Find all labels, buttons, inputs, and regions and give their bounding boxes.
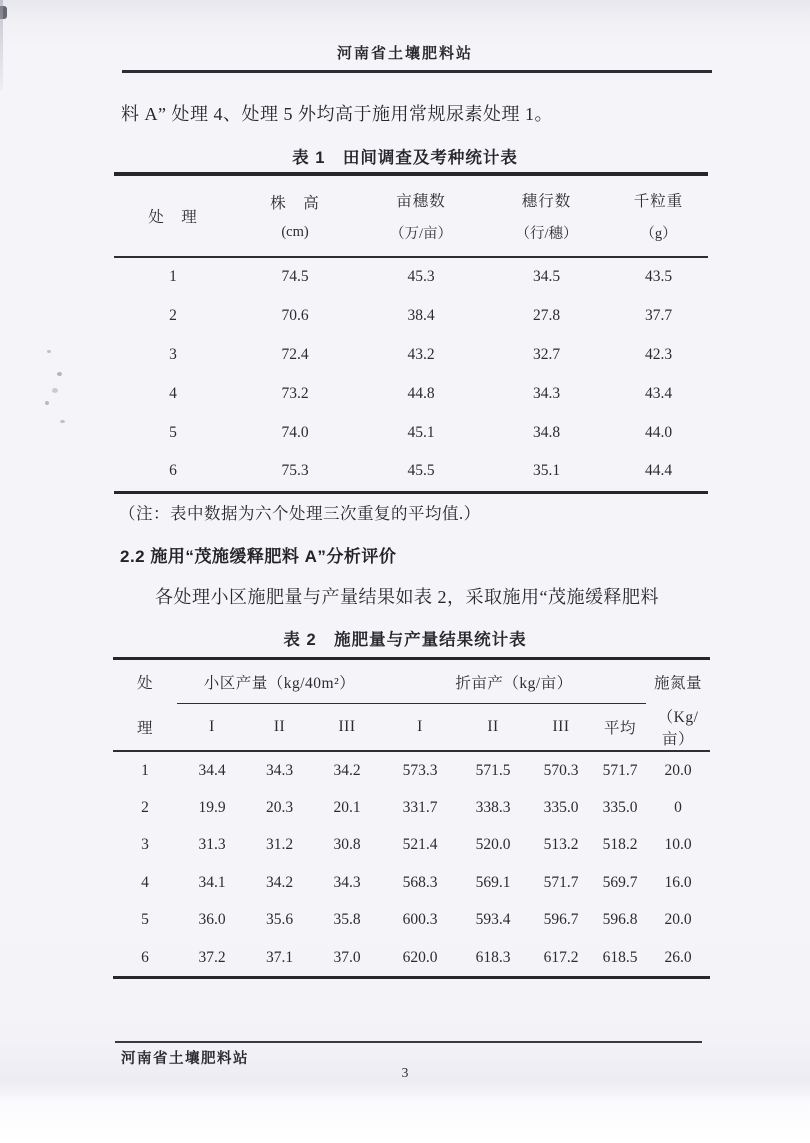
table-row (114, 452, 708, 492)
section-paragraph: 各处理小区施肥量与产量结果如表 2，采取施用“茂施缓释肥料 (155, 587, 659, 607)
running-header-title: 河南省土壤肥料站 (336, 46, 473, 62)
table-cell: 3 (169, 345, 177, 363)
table-cell: 4 (169, 384, 177, 402)
table-cell: 34.3 (265, 761, 294, 779)
table-cell: 2 (141, 799, 149, 817)
table-cell: 44.8 (407, 384, 435, 402)
scan-speck (52, 388, 58, 393)
table-row (114, 336, 708, 375)
table-row (113, 939, 710, 978)
table-cell: 38.4 (407, 307, 435, 325)
table2-body (113, 751, 710, 978)
table-cell: 34.2 (333, 761, 361, 779)
table-row (113, 827, 710, 864)
table-cell: 45.3 (407, 268, 435, 286)
table1-col-rows-per-spike (484, 174, 609, 257)
scan-speck (47, 350, 51, 353)
table-cell: 596.7 (543, 911, 579, 929)
table-cell: 4 (141, 873, 149, 891)
table-cell: 593.4 (475, 911, 511, 929)
table1-col-treatment (114, 174, 232, 257)
table-cell: 10.0 (664, 836, 692, 854)
table-cell: 618.5 (602, 948, 638, 966)
table-cell: 568.3 (402, 873, 438, 891)
table-cell: 521.4 (402, 836, 438, 854)
footer-rule (115, 1041, 702, 1043)
table-row (113, 789, 710, 826)
table-cell: 335.0 (543, 799, 579, 817)
table-cell: 331.7 (402, 799, 438, 817)
scan-speck (45, 401, 49, 405)
table2-fertilizer-yield (113, 657, 710, 979)
table-row (114, 297, 708, 336)
table-cell: 16.0 (664, 873, 692, 891)
table-cell: 75.3 (281, 462, 309, 480)
table-cell: 618.3 (475, 948, 511, 966)
column-header-unit: （行/穗） (515, 226, 578, 242)
table-cell: 571.5 (475, 761, 511, 779)
table2-title: 表 2 施肥量与产量结果统计表 (283, 631, 527, 649)
table-cell: 43.4 (644, 384, 673, 402)
table-cell: 36.0 (198, 911, 226, 929)
column-header-label: 穗行数 (521, 193, 572, 210)
column-header-label: 千粒重 (633, 193, 684, 210)
table-cell: 5 (141, 911, 149, 929)
table-cell: 30.8 (333, 836, 361, 854)
table-cell: 34.3 (333, 873, 361, 891)
table-cell: 74.0 (281, 423, 309, 441)
scan-speck (57, 372, 62, 376)
footer-org-name: 河南省土壤肥料站 (121, 1051, 249, 1067)
table-cell: 2 (169, 307, 177, 325)
table-cell: 37.7 (644, 307, 673, 325)
table-cell: 571.7 (543, 873, 579, 891)
table-cell: 571.7 (602, 761, 638, 779)
table1-header (114, 174, 708, 257)
table2-subheader-rep2: II (247, 704, 312, 752)
table1-col-plant-height (232, 174, 358, 257)
table-cell: 338.3 (475, 799, 511, 817)
table2-col-nitrogen: 施氮量 (654, 674, 703, 692)
column-header-label: 处 理 (148, 209, 198, 226)
table-cell: 20.0 (664, 911, 692, 929)
table1-body (114, 257, 708, 492)
table-cell: 73.2 (281, 384, 309, 402)
table-cell: 45.5 (407, 462, 435, 480)
table-cell: 42.3 (644, 345, 673, 363)
page-number: 3 (401, 1065, 409, 1080)
table-cell: 31.2 (265, 836, 294, 854)
table-cell: 518.2 (602, 836, 638, 854)
table1-col-spikes-per-mu (358, 174, 484, 257)
table2-corner-bottom: 理 (113, 704, 177, 752)
table2-subheader-rep1: I (177, 704, 247, 752)
scan-speck (60, 420, 65, 423)
table2-subheader-rep1: I (382, 704, 458, 752)
column-header-unit: (cm) (281, 224, 309, 240)
column-header-label: 亩穗数 (396, 193, 446, 210)
table-cell: 1 (169, 268, 177, 286)
table-cell: 37.0 (333, 948, 361, 966)
table-row (113, 902, 710, 939)
table-cell: 1 (141, 761, 149, 779)
table2-header (113, 659, 710, 752)
table-cell: 20.0 (664, 761, 692, 779)
table-row (113, 751, 710, 789)
table2-subheader-average: 平均 (594, 704, 646, 752)
table-cell: 19.9 (198, 799, 226, 817)
table-cell: 569.1 (475, 873, 511, 891)
table-cell: 34.1 (198, 873, 226, 891)
table2-subheader-rep3: III (528, 704, 594, 752)
table-cell: 34.5 (532, 268, 561, 286)
table-row (113, 864, 710, 901)
table-cell: 513.2 (543, 836, 579, 854)
table1-col-1000-grain-weight (609, 174, 708, 257)
table-cell: 35.1 (532, 462, 561, 480)
table-cell: 43.5 (644, 268, 673, 286)
intro-paragraph: 料 A” 处理 4、处理 5 外均高于施用常规尿素处理 1。 (121, 104, 553, 124)
table-cell: 0 (674, 799, 682, 817)
table-cell: 600.3 (402, 911, 438, 929)
table2-group-plot-yield: 小区产量（kg/40m²） (177, 659, 382, 704)
table-cell: 44.4 (644, 462, 673, 480)
table-row (114, 257, 708, 297)
table-cell: 5 (169, 423, 177, 441)
table-cell: 27.8 (532, 307, 561, 325)
table2-nitrogen-unit: （Kg/亩） (646, 704, 710, 752)
table-cell: 32.7 (532, 345, 561, 363)
table-cell: 596.8 (602, 911, 638, 929)
table-cell: 72.4 (281, 345, 309, 363)
table-cell: 70.6 (281, 307, 309, 325)
table1-note: （注：表中数据为六个处理三次重复的平均值.） (119, 504, 481, 523)
table-cell: 573.3 (402, 761, 438, 779)
table-cell: 569.7 (602, 873, 638, 891)
table-cell: 43.2 (407, 345, 435, 363)
table-cell: 6 (169, 462, 177, 480)
table-cell: 35.6 (265, 911, 294, 929)
table-cell: 74.5 (281, 268, 309, 286)
table-cell: 45.1 (407, 423, 435, 441)
table-cell: 44.0 (644, 423, 673, 441)
table1-title: 表 1 田间调查及考种统计表 (292, 149, 518, 167)
table-cell: 617.2 (543, 948, 579, 966)
table-cell: 3 (141, 836, 149, 854)
column-header-unit: （g） (640, 226, 677, 242)
table-row (114, 413, 708, 452)
table-cell: 31.3 (198, 836, 226, 854)
table-cell: 34.4 (198, 761, 226, 779)
table2-subheader-rep3: III (312, 704, 382, 752)
table-cell: 35.8 (333, 911, 361, 929)
table-row (114, 374, 708, 413)
table-cell: 34.8 (532, 423, 561, 441)
table-cell: 570.3 (543, 761, 579, 779)
table-cell: 620.0 (402, 948, 438, 966)
table1-field-survey (114, 172, 708, 494)
table-cell: 6 (141, 948, 149, 966)
table-cell: 34.2 (265, 873, 294, 891)
table-cell: 335.0 (602, 799, 638, 817)
table-cell: 37.2 (198, 948, 226, 966)
column-header-unit: （万/亩） (389, 226, 453, 242)
table-cell: 26.0 (664, 948, 692, 966)
table-cell: 520.0 (475, 836, 511, 854)
header-rule (122, 70, 712, 73)
table-cell: 20.1 (333, 799, 361, 817)
table-cell: 34.3 (532, 384, 561, 402)
table-cell: 37.1 (265, 948, 294, 966)
column-header-label: 株 高 (270, 195, 320, 212)
table2-corner-top: 处 (136, 674, 153, 692)
table-cell: 20.3 (265, 799, 294, 817)
table2-group-per-mu-yield: 折亩产（kg/亩） (382, 659, 646, 704)
section-heading: 2.2 施用“茂施缓释肥料 A”分析评价 (120, 547, 397, 566)
table2-subheader-rep2: II (458, 704, 528, 752)
